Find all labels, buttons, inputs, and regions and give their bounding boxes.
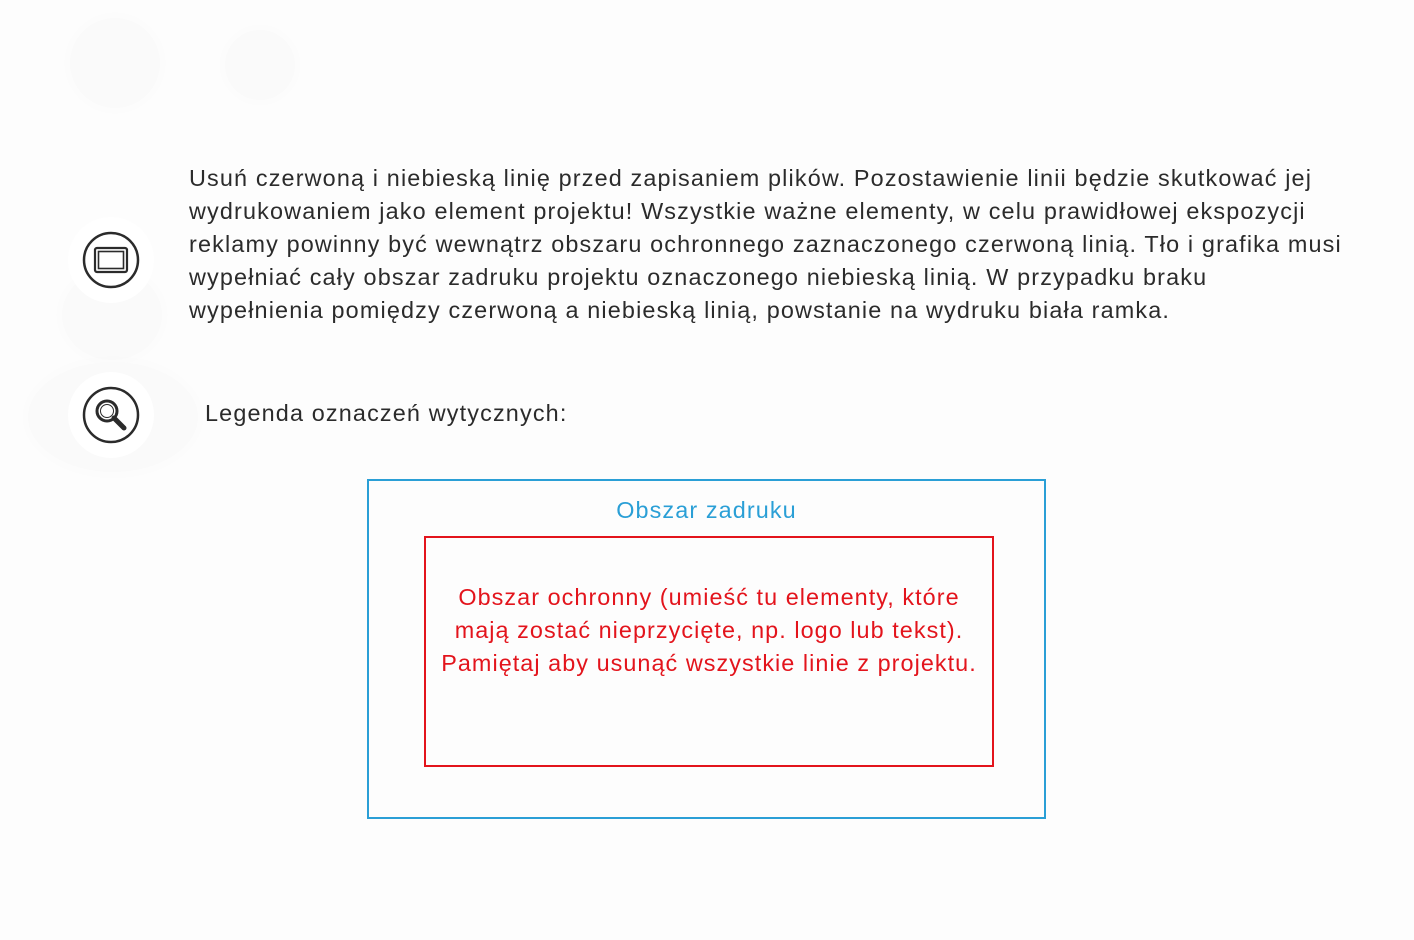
- magnifier-icon-badge: [68, 372, 154, 458]
- frame-icon: [82, 231, 140, 289]
- print-area-box: [367, 479, 1046, 819]
- safe-area-box: [424, 536, 994, 767]
- safe-area-label: Obszar ochronny (umieść tu elementy, które mają zostać nieprzycięte, np. logo lub tekst). Pamiętaj aby usunąć wszystkie linie z projektu.: [441, 584, 977, 676]
- decorative-circle: [225, 30, 295, 100]
- legend-heading: Legenda oznaczeń wytycznych:: [205, 400, 568, 426]
- frame-icon-badge: [68, 217, 154, 303]
- print-area-label: Obszar zadruku: [616, 497, 797, 523]
- magnifier-icon: [82, 386, 140, 444]
- instructions-text: Usuń czerwoną i niebieską linię przed zapisaniem plików. Pozostawienie linii będzie skutkować jej wydrukowaniem jako element projektu! Wszystkie ważne elementy, w celu prawidłowej ekspozycji reklamy powinny być wewnątrz obszaru ochronnego zaznaczonego czerwoną linią. Tło i grafika musi wypełniać cały obszar zadruku projektu oznaczonego niebieską linią. W przypadku braku wypełnienia pomiędzy czerwoną a niebieską linią, powstanie na wydruku biała ramka.: [189, 165, 1342, 323]
- decorative-circle: [70, 18, 160, 108]
